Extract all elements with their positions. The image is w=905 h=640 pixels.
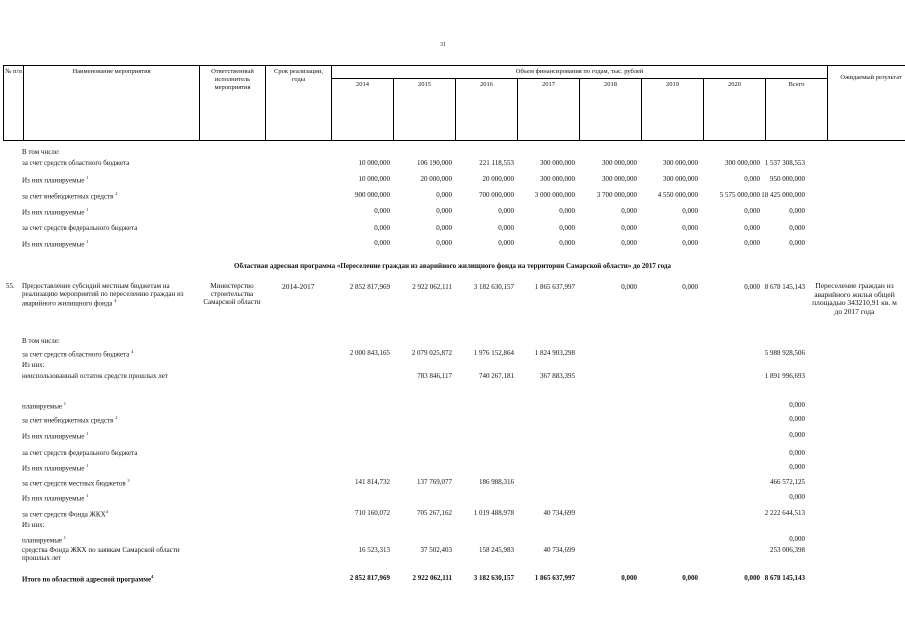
- value-cell: 20 000,000: [482, 175, 514, 183]
- value-cell: 740 267,181: [479, 372, 514, 380]
- header-year: 2014: [332, 78, 394, 140]
- value-cell: 2 922 062,111: [412, 574, 452, 582]
- value-cell: 0,000: [621, 239, 637, 247]
- value-cell: 158 245,983: [479, 546, 514, 554]
- value-cell: 466 572,125: [770, 478, 805, 486]
- value-cell: 18 425 000,000: [761, 191, 805, 199]
- value-cell: 0,000: [498, 224, 514, 232]
- page-number: 31: [440, 42, 446, 48]
- value-cell: 0,000: [789, 463, 805, 471]
- value-cell: 8 678 145,143: [764, 574, 805, 582]
- value-cell: 0,000: [682, 207, 698, 215]
- value-cell: 0,000: [789, 535, 805, 543]
- value-cell: 3 182 630,157: [473, 574, 514, 582]
- value-cell: 0,000: [682, 574, 698, 582]
- value-cell: 0,000: [744, 239, 760, 247]
- value-cell: 0,000: [789, 415, 805, 423]
- header-exec: Ответственный исполнитель мероприятия: [200, 66, 266, 141]
- item-name: Предоставление субсидий местным бюджетам на реализацию мероприятий по переселению граждан из аварийного жилищного фонда $^4$: [22, 282, 184, 308]
- value-cell: 0,000: [498, 239, 514, 247]
- value-cell: 186 988,316: [479, 478, 514, 486]
- item-executor: Министерство строительства Самарской области: [203, 282, 261, 307]
- row-label: за счет внебюджетных средств $^2$: [22, 415, 118, 425]
- value-cell: 2 222 644,513: [764, 509, 805, 517]
- value-cell: 20 000,000: [420, 175, 452, 183]
- header-no: № п/п: [4, 66, 24, 141]
- value-cell: 1 865 637,997: [534, 574, 575, 582]
- row-label: Из них:: [22, 361, 45, 369]
- row-label: неиспользованный остаток средств прошлых лет: [22, 372, 168, 380]
- header-year: 2017: [518, 78, 580, 140]
- value-cell: 0,000: [621, 207, 637, 215]
- value-cell: 253 006,398: [770, 546, 805, 554]
- value-cell: 0,000: [789, 239, 805, 247]
- value-cell: 137 769,077: [417, 478, 452, 486]
- row-label: за счет внебюджетных средств $^2$: [22, 191, 118, 201]
- total-label: Итого по областной адресной программе$^4$: [22, 574, 154, 584]
- value-cell: 0,000: [789, 401, 805, 409]
- value-cell: 2 079 025,872: [411, 349, 452, 357]
- value-cell: 0,000: [744, 283, 760, 291]
- row-label: за счет средств областного бюджета $^4$: [22, 349, 134, 359]
- value-cell: 0,000: [436, 191, 452, 199]
- value-cell: 40 734,699: [543, 546, 575, 554]
- value-cell: 0,000: [436, 224, 452, 232]
- value-cell: 2 852 817,969: [349, 574, 390, 582]
- value-cell: 2 852 817,969: [349, 283, 390, 291]
- value-cell: 705 267,162: [417, 509, 452, 517]
- value-cell: 10 000,000: [358, 159, 390, 167]
- row-label: за счет средств областного бюджета: [22, 159, 130, 167]
- value-cell: 0,000: [789, 207, 805, 215]
- row-label: планируемые $^1$: [22, 401, 67, 411]
- value-cell: 37 502,403: [420, 546, 452, 554]
- value-cell: 0,000: [374, 239, 390, 247]
- header-year: 2020: [704, 78, 766, 140]
- value-cell: 0,000: [559, 239, 575, 247]
- item-term: 2014-2017: [282, 282, 315, 291]
- value-cell: 300 000,000: [663, 159, 698, 167]
- value-cell: 0,000: [789, 224, 805, 232]
- value-cell: 221 118,553: [479, 159, 514, 167]
- header-term: Срок реализации, годы: [266, 66, 332, 141]
- value-cell: 1 891 996,693: [764, 372, 805, 380]
- value-cell: 8 678 145,143: [764, 283, 805, 291]
- value-cell: 1 976 152,864: [473, 349, 514, 357]
- header-year: 2015: [394, 78, 456, 140]
- row-label: за счет средств федерального бюджета: [22, 449, 138, 457]
- value-cell: 950 000,000: [770, 175, 805, 183]
- row-label: Из них планируемые $^1$: [22, 431, 89, 441]
- value-cell: 367 883,395: [540, 372, 575, 380]
- value-cell: 300 000,000: [602, 175, 637, 183]
- block2-intro: В том числе:: [22, 337, 60, 345]
- value-cell: 16 523,313: [358, 546, 390, 554]
- value-cell: 4 550 000,000: [657, 191, 698, 199]
- row-label: за счет средств местных бюджетов $^3$: [22, 478, 130, 488]
- table-header: [3, 65, 905, 141]
- value-cell: 783 846,117: [417, 372, 452, 380]
- row-label: Из них планируемые $^1$: [22, 207, 89, 217]
- row-label: за счет средств федерального бюджета: [22, 224, 138, 232]
- value-cell: 0,000: [789, 431, 805, 439]
- value-cell: 0,000: [682, 224, 698, 232]
- value-cell: 0,000: [789, 449, 805, 457]
- value-cell: 300 000,000: [725, 159, 760, 167]
- value-cell: 3 182 630,157: [473, 283, 514, 291]
- row-label: Из них планируемые $^1$: [22, 493, 89, 503]
- value-cell: 300 000,000: [540, 159, 575, 167]
- value-cell: 2 922 062,111: [412, 283, 452, 291]
- value-cell: 0,000: [744, 175, 760, 183]
- value-cell: 0,000: [744, 224, 760, 232]
- value-cell: 900 000,000: [355, 191, 390, 199]
- value-cell: 0,000: [436, 207, 452, 215]
- value-cell: 1 865 637,997: [534, 283, 575, 291]
- value-cell: 106 190,000: [417, 159, 452, 167]
- value-cell: 1 019 488,978: [473, 509, 514, 517]
- value-cell: 5 988 928,506: [764, 349, 805, 357]
- header-result: Ожидаемый результат: [828, 66, 905, 141]
- value-cell: 0,000: [621, 224, 637, 232]
- value-cell: 0,000: [682, 239, 698, 247]
- header-total: Всего: [766, 78, 828, 140]
- value-cell: 0,000: [374, 224, 390, 232]
- row-label: Из них планируемые $^1$: [22, 463, 89, 473]
- value-cell: 3 000 000,000: [534, 191, 575, 199]
- row-label: Из них планируемые $^1$: [22, 239, 89, 249]
- value-cell: 0,000: [559, 207, 575, 215]
- row-label: за счет средств Фонда ЖКХ$^4$: [22, 509, 108, 519]
- header-year: 2016: [456, 78, 518, 140]
- item-result: Переселение граждан из аварийного жилья общей площадью 343210,91 кв. м до 2017 года: [812, 281, 897, 316]
- header-name: Наименование мероприятия: [24, 66, 200, 141]
- value-cell: 0,000: [789, 493, 805, 501]
- item-number: 55.: [6, 282, 15, 290]
- value-cell: 10 000,000: [358, 175, 390, 183]
- value-cell: 1 537 308,553: [764, 159, 805, 167]
- value-cell: 0,000: [436, 239, 452, 247]
- value-cell: 0,000: [744, 574, 760, 582]
- value-cell: 300 000,000: [540, 175, 575, 183]
- value-cell: 0,000: [744, 207, 760, 215]
- row-label: Из них:: [22, 521, 45, 529]
- value-cell: 0,000: [621, 283, 637, 291]
- value-cell: 0,000: [682, 283, 698, 291]
- value-cell: 141 814,732: [355, 478, 390, 486]
- row-label: средства Фонда ЖКХ по заявкам Самарской области прошлых лет: [22, 546, 180, 563]
- row-label: Из них планируемые $^1$: [22, 175, 89, 185]
- value-cell: 40 734,699: [543, 509, 575, 517]
- block1-intro: В том числе:: [22, 148, 60, 156]
- header-financing: Объем финансирования по годам, тыс. рублей: [332, 66, 828, 79]
- value-cell: 0,000: [559, 224, 575, 232]
- row-label: планируемые $^1$: [22, 535, 67, 545]
- value-cell: 3 700 000,000: [596, 191, 637, 199]
- header-year: 2019: [642, 78, 704, 140]
- value-cell: 2 000 843,165: [349, 349, 390, 357]
- value-cell: 710 160,072: [355, 509, 390, 517]
- value-cell: 0,000: [621, 574, 637, 582]
- value-cell: 0,000: [498, 207, 514, 215]
- value-cell: 5 575 000,000: [719, 191, 760, 199]
- value-cell: 300 000,000: [602, 159, 637, 167]
- header-year: 2018: [580, 78, 642, 140]
- value-cell: 700 000,000: [479, 191, 514, 199]
- value-cell: 0,000: [374, 207, 390, 215]
- program-title: Областная адресная программа «Переселение граждан из аварийного жилищного фонда на территории Самарской области» до 2017 года: [234, 262, 671, 270]
- value-cell: 300 000,000: [663, 175, 698, 183]
- value-cell: 1 824 903,298: [534, 349, 575, 357]
